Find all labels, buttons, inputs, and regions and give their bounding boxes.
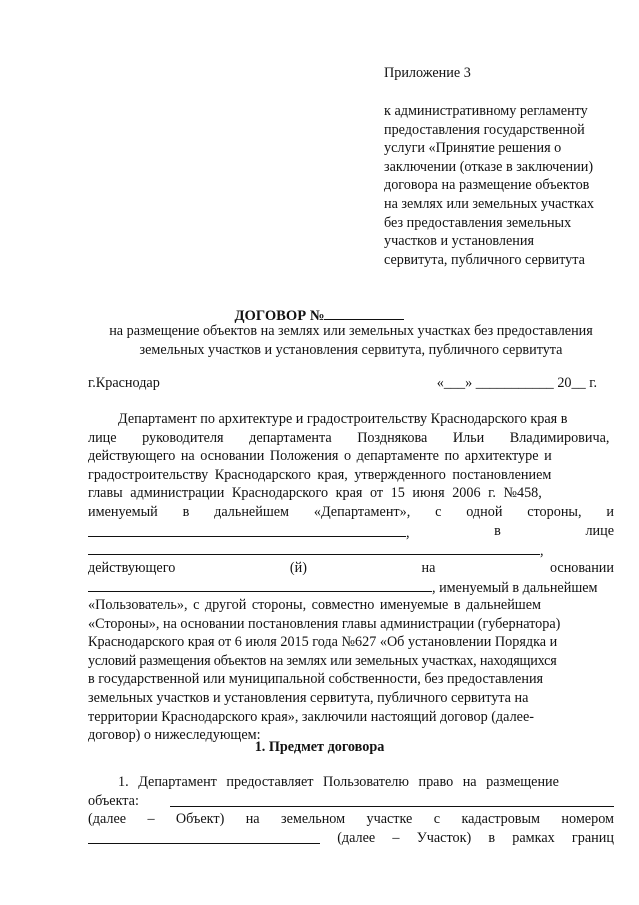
appendix-line: услуги «Принятие решения о [384,140,562,157]
text-line: договор) о нижеследующем: [88,727,261,744]
text-line: (далее – Участок) в рамках границ [88,829,614,848]
text-line: территории Краснодарского края», заключили настоящий договор (далее- [88,708,534,725]
text-line: , именуемый в дальнейшем [88,577,614,596]
fill-in-blank[interactable] [88,829,320,844]
appendix-description [384,102,624,269]
text-line: , [88,540,614,559]
appendix-line: на землях или земельных участках [384,195,594,212]
text-line: Краснодарского края от 6 июля 2015 года №627 «Об установлении Порядка и [88,634,558,651]
appendix-line: сервитута, публичного сервитута [384,251,585,268]
text-line: Департамент по архитектуре и градостроительству Краснодарского края в [118,411,568,427]
text-line: объекта: [88,792,614,811]
text-line: действующего на основании Положения о департаменте по архитектуре и [88,448,552,465]
text-line: действующего (й) на основании [88,559,614,576]
fill-in-blank[interactable] [88,577,432,592]
clause-1 [88,773,614,847]
text-line: градостроительству Краснодарского края, утвержденного постановлением [88,466,552,483]
text-line: лице руководителя департамента Позднякова Ильи Владимировича, [88,429,610,446]
text-line: «Стороны», на основании постановления главы администрации (губернатора) [88,615,561,632]
text-line: в государственной или муниципальной собственности, без предоставления [88,671,544,688]
fill-in-blank[interactable] [88,540,540,555]
appendix-line: к административному регламенту [384,103,588,119]
text-line: «Пользователь», с другой стороны, совместно именуемые в дальнейшем [88,596,542,613]
contract-title-text: ДОГОВОР № [234,308,325,324]
contract-number-blank [324,305,404,320]
text-line: земельных участков и установления сервитута, публичного сервитута на [88,689,529,706]
text-line: главы администрации Краснодарского края от 15 июня 2006 г. №458, [88,485,542,502]
text-line: именуемый в дальнейшем «Департамент», с одной стороны, и [88,503,614,520]
contract-preamble [88,410,614,745]
appendix-line: предоставления государственной [384,121,585,138]
fill-in-blank[interactable] [88,522,406,537]
text-line: условий размещения объектов на землях или земельных участках, находящихся [88,652,557,669]
appendix-line: договора на размещение объектов [384,177,590,194]
text-line: (далее – Объект) на земельном участке с кадастровым номером [88,811,614,828]
text-line: 1. Департамент предоставляет Пользователю право на размещение [118,774,559,790]
city-name: г.Краснодар [88,375,160,391]
appendix-line: без предоставления земельных [384,214,572,231]
contract-date: «___» ___________ 20__ г. [436,375,597,391]
text-line: , в лице [88,522,614,541]
contract-subtitle [88,322,614,359]
fill-in-blank[interactable] [170,792,614,807]
appendix-title: Приложение 3 [384,65,471,81]
subtitle-line: земельных участков и установления сервитута, публичного сервитута [139,341,563,358]
subtitle-line: на размещение объектов на землях или земельных участках без предоставления [109,323,593,339]
appendix-line: заключении (отказе в заключении) [384,158,594,175]
section-heading: 1. Предмет договора [254,739,385,755]
appendix-line: участков и установления [384,233,535,250]
